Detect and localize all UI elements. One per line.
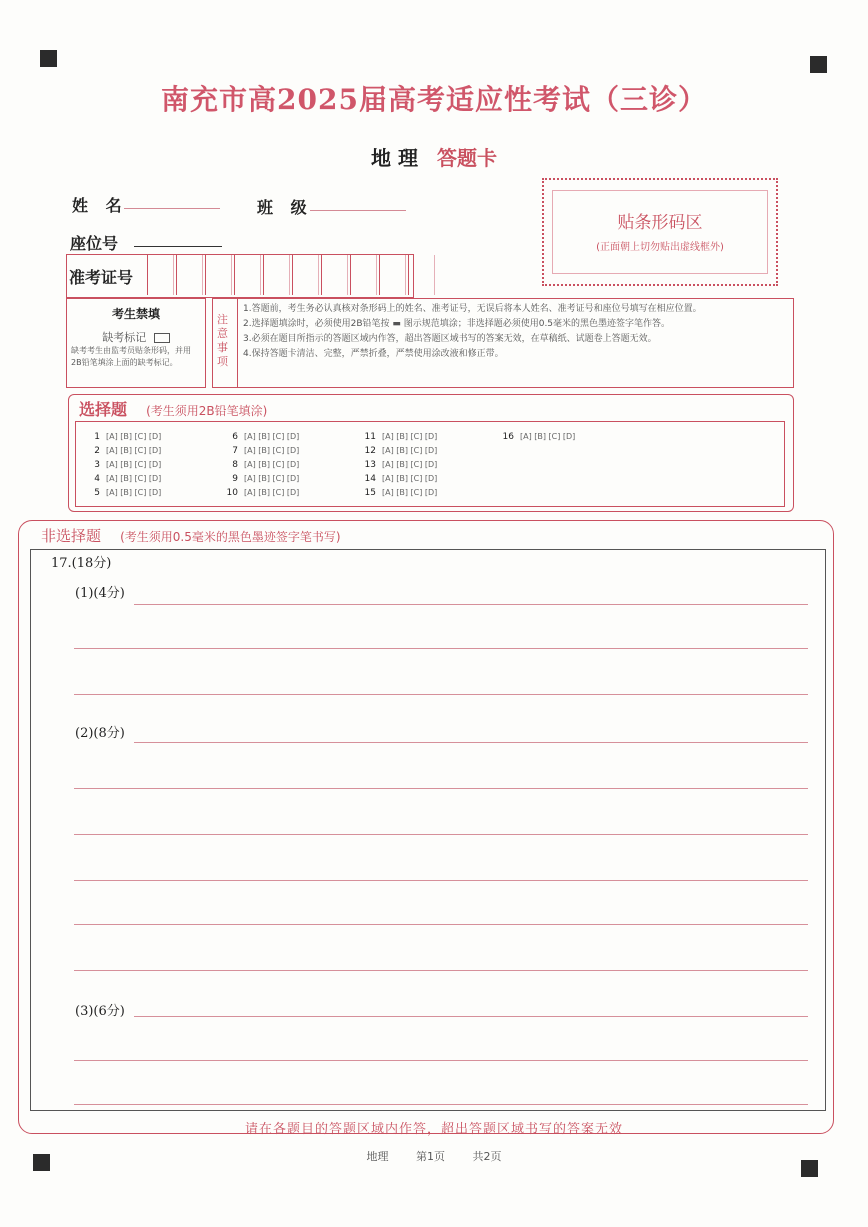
choice-question-11[interactable]: 11 [A] [B] [C] [D] — [364, 432, 438, 442]
exam-id-cell[interactable] — [408, 255, 435, 295]
nonchoice-note: (考生须用0.5毫米的黑色墨迹签字笔书写) — [120, 530, 341, 544]
choice-question-6[interactable]: 6 [A] [B] [C] [D] — [232, 432, 300, 442]
answer-line[interactable] — [74, 834, 808, 835]
absent-note: 缺考考生由监考员贴条形码，并用2B铅笔填涂上面的缺考标记。 — [71, 346, 191, 367]
sub-question-1-label: (1)(4分) — [75, 586, 125, 601]
exam-id-cell[interactable] — [292, 255, 319, 295]
footer-page: 第1页 — [416, 1150, 445, 1163]
answer-line[interactable] — [74, 694, 808, 695]
exam-id-cell[interactable] — [350, 255, 377, 295]
choice-question-14[interactable]: 14 [A] [B] [C] [D] — [364, 474, 438, 484]
barcode-note: (正面朝上切勿贴出虚线框外) — [596, 242, 724, 253]
answer-line[interactable] — [74, 924, 808, 925]
choice-question-7[interactable]: 7 [A] [B] [C] [D] — [232, 446, 300, 456]
exam-id-cells — [147, 255, 437, 297]
choice-question-12[interactable]: 12 [A] [B] [C] [D] — [364, 446, 438, 456]
notice-item-1: 1.答题前，考生务必认真核对条形码上的姓名、准考证号，无误后将本人姓名、准考证号和座位号填写在相应位置。 — [243, 304, 702, 314]
seat-field[interactable] — [134, 246, 222, 247]
name-label: 姓 名 — [72, 196, 128, 215]
page-info — [0, 1148, 868, 1164]
nonchoice-title: 非选择题 — [41, 527, 102, 545]
footer-subject: 地理 — [366, 1150, 389, 1163]
exam-id-cell[interactable] — [176, 255, 203, 295]
choice-question-3[interactable]: 3 [A] [B] [C] [D] — [94, 460, 162, 470]
exam-id-cell[interactable] — [263, 255, 290, 295]
answer-line[interactable] — [74, 880, 808, 881]
exam-id-label: 准考证号 — [69, 268, 134, 287]
subject-name: 地 理 — [371, 146, 418, 170]
nonchoice-header — [41, 525, 341, 546]
class-field[interactable] — [310, 210, 406, 211]
choice-grid — [75, 421, 785, 507]
choice-header — [79, 397, 267, 420]
exam-id-cell[interactable] — [234, 255, 261, 295]
exam-id-cell[interactable] — [147, 255, 174, 295]
corner-mark-top-left — [40, 50, 57, 67]
question-17-area — [30, 549, 826, 1111]
question-17-label: 17.(18分) — [51, 556, 112, 571]
answer-line[interactable] — [134, 1016, 808, 1017]
exam-id-cell[interactable] — [205, 255, 232, 295]
name-field[interactable] — [124, 208, 220, 209]
exam-id-cell[interactable] — [321, 255, 348, 295]
answer-line[interactable] — [74, 1060, 808, 1061]
absent-mark-box[interactable] — [154, 333, 170, 343]
answer-line[interactable] — [74, 648, 808, 649]
choice-title: 选择题 — [79, 400, 128, 419]
corner-mark-top-right — [810, 56, 827, 73]
notices-box — [212, 298, 794, 388]
choice-section — [68, 394, 794, 512]
choice-question-15[interactable]: 15 [A] [B] [C] [D] — [364, 488, 438, 498]
notice-item-2: 2.选择题填涂时，必须使用2B铅笔按 ▬ 图示规范填涂；非选择题必须使用0.5毫米的黑色墨迹签字笔作答。 — [243, 319, 671, 329]
answer-card-label: 答题卡 — [436, 146, 497, 170]
choice-note: (考生须用2B铅笔填涂) — [146, 404, 268, 418]
answer-line[interactable] — [134, 742, 808, 743]
footer-warning: 请在各题目的答题区域内作答，超出答题区域书写的答案无效 — [244, 1122, 623, 1137]
answer-line[interactable] — [134, 604, 808, 605]
exam-title: 南充市高2025届高考适应性考试（三诊） — [161, 83, 707, 116]
class-label: 班 级 — [257, 198, 313, 217]
choice-question-5[interactable]: 5 [A] [B] [C] [D] — [94, 488, 162, 498]
choice-question-4[interactable]: 4 [A] [B] [C] [D] — [94, 474, 162, 484]
choice-question-2[interactable]: 2 [A] [B] [C] [D] — [94, 446, 162, 456]
choice-question-1[interactable]: 1 [A] [B] [C] [D] — [94, 432, 162, 442]
absent-title: 考生禁填 — [111, 307, 160, 321]
choice-question-8[interactable]: 8 [A] [B] [C] [D] — [232, 460, 300, 470]
notice-item-3: 3.必须在题目所指示的答题区域内作答，超出答题区域书写的答案无效，在草稿纸、试题卷上答题无效。 — [243, 334, 657, 344]
absent-mark-row — [67, 329, 205, 345]
subject-header — [0, 142, 868, 171]
barcode-area — [542, 178, 778, 286]
choice-question-9[interactable]: 9 [A] [B] [C] [D] — [232, 474, 300, 484]
sub-question-2-label: (2)(8分) — [75, 726, 125, 741]
exam-id-cell[interactable] — [379, 255, 406, 295]
sub-question-3-label: (3)(6分) — [75, 1004, 125, 1019]
absent-box — [66, 298, 206, 388]
choice-question-10[interactable]: 10 [A] [B] [C] [D] — [226, 488, 300, 498]
seat-label: 座位号 — [70, 234, 119, 253]
notice-item-4: 4.保持答题卡清洁、完整，严禁折叠，严禁使用涂改液和修正带。 — [243, 349, 504, 359]
answer-line[interactable] — [74, 788, 808, 789]
answer-line[interactable] — [74, 970, 808, 971]
choice-question-13[interactable]: 13 [A] [B] [C] [D] — [364, 460, 438, 470]
notices-label: 注意事项 — [217, 313, 228, 368]
barcode-title: 贴条形码区 — [617, 213, 703, 233]
absent-mark-label: 缺考标记 — [102, 331, 147, 344]
notices-list — [243, 303, 787, 361]
exam-id-box — [66, 254, 414, 298]
choice-question-16[interactable]: 16 [A] [B] [C] [D] — [502, 432, 576, 442]
footer-total: 共2页 — [472, 1150, 502, 1163]
answer-line[interactable] — [74, 1104, 808, 1105]
notices-divider — [237, 299, 238, 387]
